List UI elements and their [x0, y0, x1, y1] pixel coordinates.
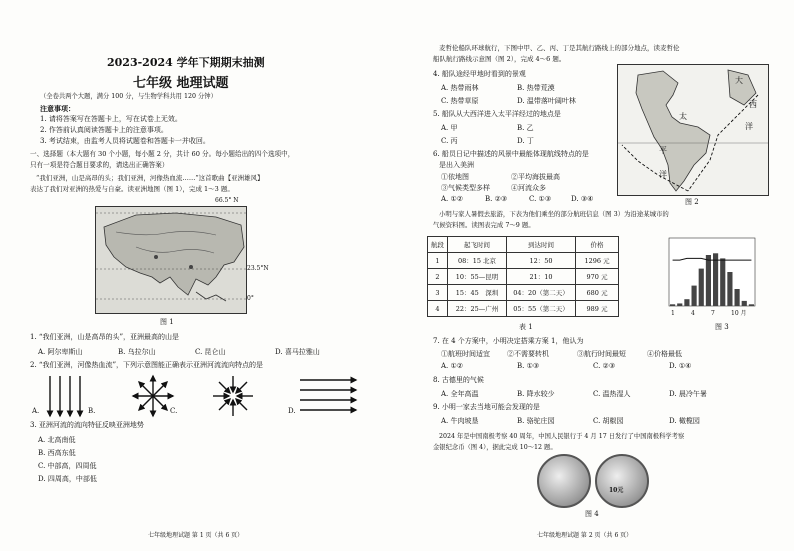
- table-cell: 21：10: [507, 269, 576, 285]
- map-label-arctic: 66.5° N: [215, 197, 239, 204]
- precip-bar: [706, 255, 711, 306]
- q7-item-2: ②不需要转机: [507, 350, 549, 358]
- q7-item-4: ④价格最低: [647, 350, 682, 358]
- q6-option-c[interactable]: C. ①③: [529, 195, 552, 203]
- section1-line2: 只有一项是符合题目要求的，请选出正确答案）: [30, 161, 169, 169]
- q7-option-c[interactable]: C. ②③: [593, 362, 616, 370]
- q8-option-d[interactable]: D. 晨冷午暑: [669, 390, 707, 398]
- exam-title: 2023-2024 学年下期期末抽测: [107, 56, 265, 69]
- table-cell: 05：55（第二天）: [507, 301, 576, 317]
- question-9: 9. 小明一家去当地可能会发现的是: [433, 403, 540, 411]
- q7-option-a[interactable]: A. ①②: [441, 362, 464, 370]
- question-5: 5. 船队从大西洋进入太平洋经过的地点是: [433, 110, 561, 118]
- fig3-caption: 图 3: [715, 323, 729, 331]
- table-header-row: [428, 237, 619, 253]
- table-header: 价格: [576, 237, 619, 253]
- fig4-caption: 图 4: [585, 510, 599, 518]
- q9-option-c[interactable]: C. 胡椒园: [593, 417, 624, 425]
- q2-option-b[interactable]: B.: [88, 407, 96, 415]
- table-cell: 680 元: [576, 285, 619, 301]
- table-cell: 15：45 深圳: [448, 285, 507, 301]
- flight-table: [427, 236, 619, 317]
- question-7: 7. 在 4 个方案中，小明决定搭乘方案 1，他认为: [433, 337, 584, 345]
- q1-option-a[interactable]: A. 阿尔卑斯山: [38, 348, 83, 356]
- climate-chart-svg: [655, 232, 765, 320]
- q2-option-d[interactable]: D.: [288, 407, 296, 415]
- map-label-tropic: 23.5°N: [247, 265, 269, 272]
- table-row: [428, 285, 619, 301]
- q5-option-d[interactable]: D. 丁: [517, 137, 534, 145]
- table-header: 航段: [428, 237, 448, 253]
- asia-map-graphic: [96, 207, 246, 313]
- q6-option-b[interactable]: B. ②③: [485, 195, 508, 203]
- fig2-label-da: 大: [735, 76, 743, 85]
- table-row: [428, 301, 619, 317]
- q7-item-1: ①航班时间适宜: [441, 350, 490, 358]
- chart-x-tick: 7: [711, 310, 715, 317]
- q7-option-d[interactable]: D. ①④: [669, 362, 692, 370]
- precip-bar: [713, 253, 718, 306]
- map-label-equator: 0°: [247, 295, 254, 302]
- fig2-label-yang1: 洋: [745, 122, 753, 131]
- precip-bar: [692, 286, 697, 306]
- question-2: 2. “我们亚洲，河像热血流”，下列示意图能正确表示亚洲河流流向特点的是: [30, 361, 264, 369]
- table-cell: 22：25—广州: [448, 301, 507, 317]
- q8-option-b[interactable]: B. 降水较少: [517, 390, 555, 398]
- notice-3: 3. 考试结束，由监考人员将试题卷和答题卡一并收回。: [40, 137, 210, 145]
- diagram-a-arrows: [50, 376, 80, 416]
- q3-option-c[interactable]: C. 中部高，四周低: [38, 462, 97, 470]
- fig2-caption: 图 2: [685, 198, 699, 206]
- q4-option-c[interactable]: C. 热带草原: [441, 97, 479, 105]
- table-row: [428, 253, 619, 269]
- q8-option-c[interactable]: C. 温热湿人: [593, 390, 631, 398]
- q3-option-b[interactable]: B. 西高东低: [38, 449, 76, 457]
- r-intro3-line2: 金银纪念币（图 4），据此完成 10～12 题。: [433, 444, 557, 451]
- q4-option-a[interactable]: A. 热带雨林: [441, 84, 479, 92]
- fig2-label-xi: 西: [749, 100, 757, 109]
- q5-option-a[interactable]: A. 甲: [441, 124, 458, 132]
- table-header: 起飞时间: [448, 237, 507, 253]
- table-cell: 970 元: [576, 269, 619, 285]
- q4-option-b[interactable]: B. 热带荒漠: [517, 84, 555, 92]
- q6-item-4: ④河流众多: [511, 184, 546, 192]
- question-6-line1: 6. 船员日记中描述的风景中最能体现航线特点的是: [433, 150, 589, 158]
- asia-map: [95, 206, 247, 314]
- table-cell: 1296 元: [576, 253, 619, 269]
- q6-item-2: ②平均海拔最高: [511, 173, 560, 181]
- diagram-d-arrows: [300, 380, 356, 410]
- q1-option-d[interactable]: D. 喜马拉雅山: [275, 348, 320, 356]
- q8-option-a[interactable]: A. 全年高温: [441, 390, 479, 398]
- table-cell: 3: [428, 285, 448, 301]
- r-intro-line2: 船队航行路线示意图（图 2），完成 4～6 题。: [433, 55, 566, 63]
- q7-item-3: ③航行时间最短: [577, 350, 626, 358]
- r-intro2-line1: 小明与家人暑假去旅游，下表为他们乘坐的部分航班信息（图 3）为沿途某城市的: [439, 210, 669, 218]
- q2-option-c[interactable]: C.: [170, 407, 178, 415]
- notice-heading: 注意事项：: [40, 104, 75, 113]
- q6-item-3: ③气候类型多样: [441, 184, 490, 192]
- q5-option-b[interactable]: B. 乙: [517, 124, 534, 132]
- right-page: [397, 0, 794, 551]
- fig2-label-tai: 太: [679, 112, 687, 121]
- notice-2: 2. 作答前认真阅读答题卡上的注意事项。: [40, 126, 168, 134]
- q3-option-a[interactable]: A. 北高南低: [38, 436, 76, 444]
- precip-bar: [727, 272, 732, 306]
- table-cell: 08：15 北京: [448, 253, 507, 269]
- question-3: 3. 亚洲河流的流向特征反映亚洲地势: [30, 421, 144, 429]
- table-cell: 10：55—昆明: [448, 269, 507, 285]
- chart-x-tick: 4: [691, 310, 695, 317]
- chart-x-tick: 1: [671, 310, 675, 317]
- question-6-line2: 是出入美洲: [439, 161, 474, 169]
- exam-subtitle: 七年级 地理试题: [133, 76, 229, 91]
- climate-chart: [655, 232, 765, 320]
- diagram-b-arrows: [133, 376, 173, 416]
- precip-bar: [749, 304, 754, 306]
- table-cell: 12：50: [507, 253, 576, 269]
- fig1-caption: 图 1: [160, 318, 174, 326]
- q3-option-d[interactable]: D. 四周高，中部低: [38, 475, 97, 483]
- q2-option-a[interactable]: A.: [32, 407, 40, 415]
- q1-option-b[interactable]: B. 乌拉尔山: [118, 348, 156, 356]
- q1-option-c[interactable]: C. 昆仑山: [195, 348, 226, 356]
- q5-option-c[interactable]: C. 丙: [441, 137, 458, 145]
- table-cell: 04：20（第二天）: [507, 285, 576, 301]
- section1-line1: 一、选择题（本大题有 30 个小题，每小题 2 分，共计 60 分。每小题给出的四个选项中，: [30, 150, 295, 158]
- flight-table-wrap: [427, 236, 619, 317]
- r-intro2-line2: 气候资料图。读图表完成 7～9 题。: [433, 221, 535, 229]
- table-cell: 4: [428, 301, 448, 317]
- left-footer: 七年级地理试题 第 1 页（共 6 页）: [148, 532, 244, 539]
- precip-bar: [699, 269, 704, 306]
- r-intro3-line1: 2024 年是中国南极考察 40 周年，中国人民银行于 4 月 17 日发行了中国南极科学考察: [439, 433, 685, 440]
- q6-option-d[interactable]: D. ③④: [571, 195, 594, 203]
- question-8: 8. 古德里的气候: [433, 376, 484, 384]
- diagram-c-arrows: [213, 376, 253, 416]
- q7-option-b[interactable]: B. ①③: [517, 362, 540, 370]
- q9-option-a[interactable]: A. 牛肉坡垦: [441, 417, 479, 425]
- table-cell: 2: [428, 269, 448, 285]
- fig2-label-ping: 平: [659, 146, 667, 155]
- right-footer: 七年级地理试题 第 2 页（共 6 页）: [537, 532, 633, 539]
- gold-coin-image: [537, 454, 591, 508]
- intro-line1: “我们亚洲，山是高昂的头；我们亚洲，河像热血流……”这首歌曲【亚洲雄风】: [36, 174, 264, 182]
- q6-item-1: ①依地图: [441, 173, 469, 181]
- silver-coin-image: [595, 454, 649, 508]
- fig2-label-yang2: 洋: [659, 170, 667, 179]
- q4-option-d[interactable]: D. 温带落叶阔叶林: [517, 97, 576, 105]
- table-cell: 989 元: [576, 301, 619, 317]
- precip-bar: [735, 289, 740, 306]
- question-1: 1. “我们亚洲，山是高昂的头”，亚洲最高的山是: [30, 333, 180, 341]
- precip-bar: [720, 258, 725, 306]
- chart-x-tick: 10 月: [731, 310, 747, 317]
- notice-1: 1. 请将答案写在答题卡上，写在试卷上无效。: [40, 115, 182, 123]
- q9-option-b[interactable]: B. 骆驼庄园: [517, 417, 555, 425]
- table-row: [428, 269, 619, 285]
- question-4: 4. 船队途经甲地时看到的景观: [433, 70, 526, 78]
- table-cell: 1: [428, 253, 448, 269]
- intro-line2: 表达了我们对亚洲的热爱与自豪。读亚洲地图（图 1），完成 1～3 题。: [30, 185, 234, 193]
- precip-bar: [670, 304, 675, 306]
- table-caption: 表 1: [519, 323, 533, 331]
- precip-bar: [742, 301, 747, 306]
- q9-option-d[interactable]: D. 橄榄园: [669, 417, 700, 425]
- precip-bar: [677, 303, 682, 306]
- coin-denomination: 10元: [609, 487, 624, 494]
- r-intro-line1: 麦哲伦船队环球航行，下图中甲、乙、丙、丁是其航行路线上的部分地点，读麦哲伦: [439, 44, 680, 52]
- precip-bar: [684, 299, 689, 306]
- table-header: 到达时间: [507, 237, 576, 253]
- exam-note: （全卷共两个大题，满分 100 分，与生物学科共用 120 分钟）: [40, 93, 217, 100]
- q6-option-a[interactable]: A. ①②: [441, 195, 464, 203]
